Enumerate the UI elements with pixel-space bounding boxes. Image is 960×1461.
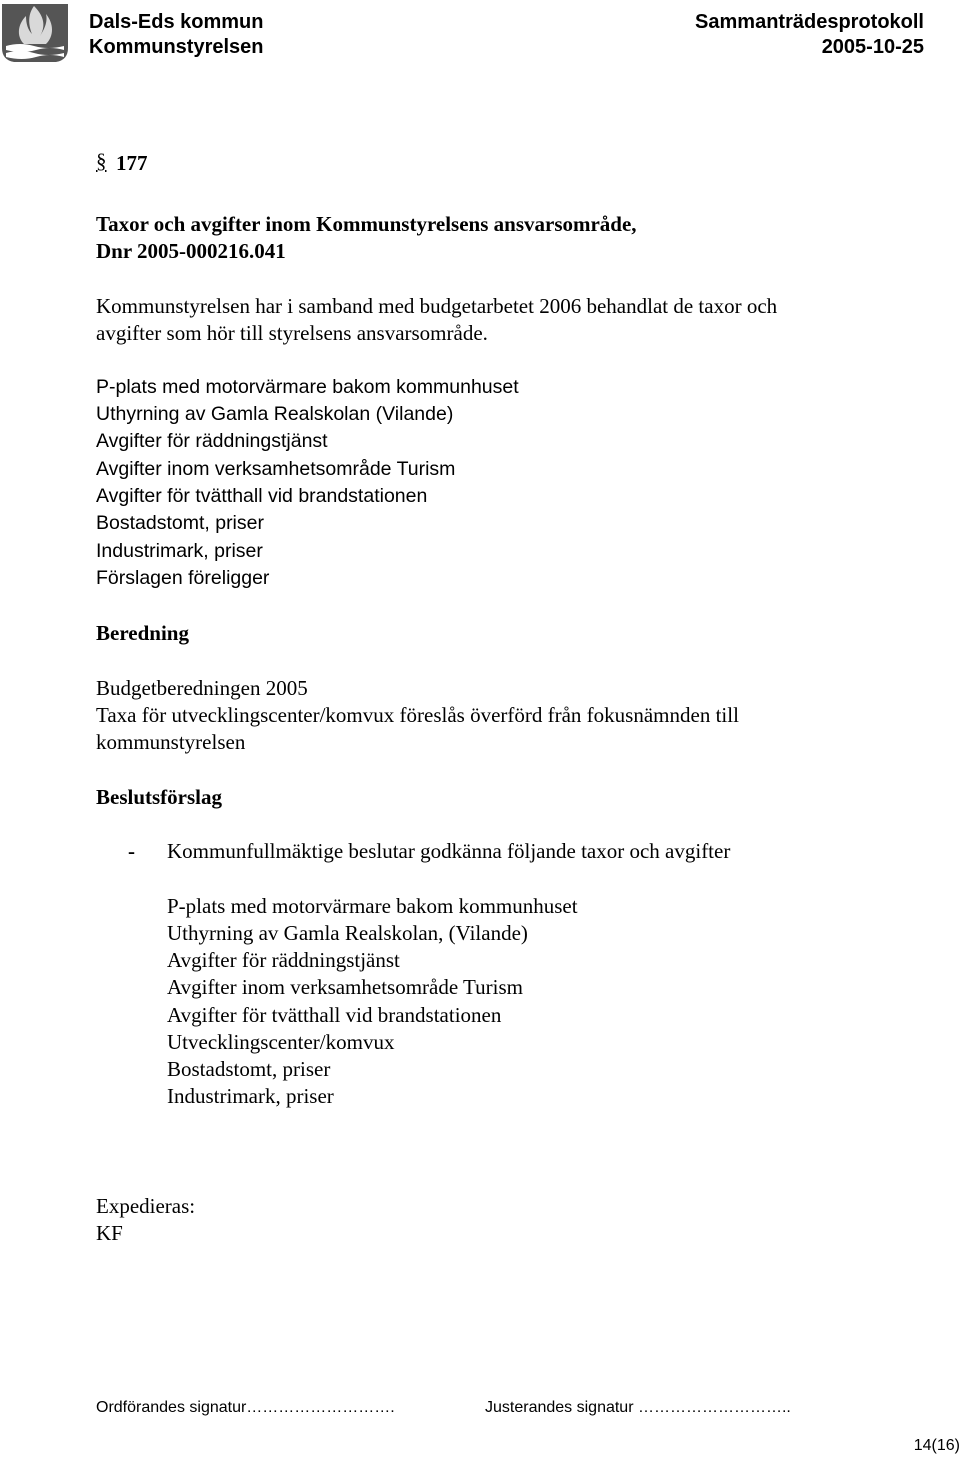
decision-item: Industrimark, priser bbox=[167, 1084, 334, 1108]
page-number: 14(16) bbox=[913, 1437, 960, 1454]
decision-item: Uthyrning av Gamla Realskolan, (Vilande) bbox=[167, 921, 528, 945]
intro-line-1: Kommunstyrelsen har i samband med budgetarbetet 2006 behandlat de taxor och bbox=[96, 294, 778, 318]
list-item: Avgifter för räddningstjänst bbox=[96, 430, 328, 452]
beredning-line: Taxa för utvecklingscenter/komvux föreslås överförd från fokusnämnden till bbox=[96, 703, 739, 727]
section-number: 177 bbox=[116, 151, 148, 175]
list-item: P-plats med motorvärmare bakom kommunhuset bbox=[96, 376, 519, 398]
decision-item: Avgifter inom verksamhetsområde Turism bbox=[167, 975, 523, 999]
decision-text: Kommunfullmäktige beslutar godkänna följande taxor och avgifter bbox=[167, 839, 731, 863]
adjuster-signature: Justerandes signatur ……………………….. bbox=[485, 1399, 791, 1416]
list-item: Avgifter inom verksamhetsområde Turism bbox=[96, 458, 456, 480]
header-date: 2005-10-25 bbox=[821, 36, 924, 58]
header-committee: Kommunstyrelsen bbox=[89, 36, 264, 58]
list-item: Avgifter för tvätthall vid brandstationen bbox=[96, 485, 428, 507]
expedieras-recipient: KF bbox=[96, 1221, 123, 1245]
list-item: Förslagen föreligger bbox=[96, 567, 270, 589]
beredning-line: Budgetberedningen 2005 bbox=[96, 676, 308, 700]
header-municipality: Dals-Eds kommun bbox=[89, 11, 264, 33]
list-item: Bostadstomt, priser bbox=[96, 512, 264, 534]
decision-item: P-plats med motorvärmare bakom kommunhuset bbox=[167, 894, 578, 918]
decision-item: Avgifter för tvätthall vid brandstationen bbox=[167, 1003, 502, 1027]
intro-line-2: avgifter som hör till styrelsens ansvarsområde. bbox=[96, 321, 488, 345]
municipal-crest-icon bbox=[0, 0, 70, 66]
heading-beredning: Beredning bbox=[96, 621, 189, 645]
list-item: Uthyrning av Gamla Realskolan (Vilande) bbox=[96, 403, 454, 425]
title-line-2: Dnr 2005-000216.041 bbox=[96, 239, 286, 263]
header-document-type: Sammanträdesprotokoll bbox=[695, 11, 924, 33]
beredning-line: kommunstyrelsen bbox=[96, 730, 246, 754]
decision-item: Avgifter för räddningstjänst bbox=[167, 948, 400, 972]
heading-beslutsforslag: Beslutsförslag bbox=[96, 785, 222, 809]
decision-item: Utvecklingscenter/komvux bbox=[167, 1030, 395, 1054]
title-line-1: Taxor och avgifter inom Kommunstyrelsens ansvarsområde, bbox=[96, 212, 637, 236]
expedieras-label: Expedieras: bbox=[96, 1194, 196, 1218]
decision-dash: - bbox=[128, 839, 135, 863]
chair-signature: Ordförandes signatur………………………. bbox=[96, 1399, 395, 1416]
section-symbol: § bbox=[96, 149, 107, 173]
decision-item: Bostadstomt, priser bbox=[167, 1057, 331, 1081]
list-item: Industrimark, priser bbox=[96, 540, 263, 562]
